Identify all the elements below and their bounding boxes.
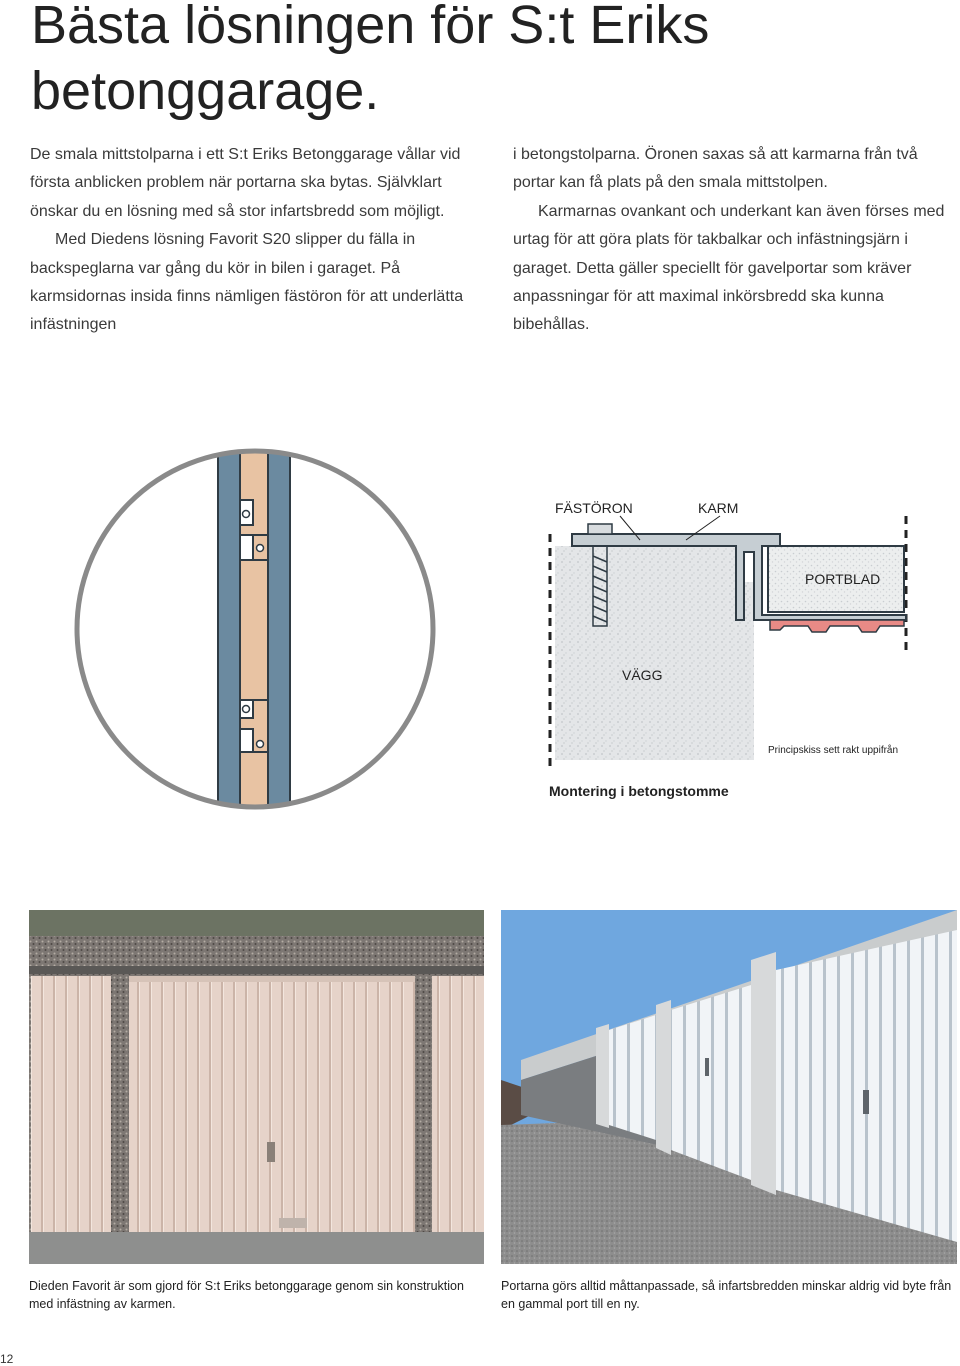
diagram-caption: Montering i betongstomme [549, 783, 729, 799]
cross-section [549, 499, 906, 799]
mounting-diagram [0, 430, 960, 830]
label-karm: KARM [698, 500, 739, 516]
seal-strip [770, 620, 904, 632]
label-fastoron: FÄSTÖRON [555, 500, 633, 516]
frame-right [268, 440, 290, 820]
wall-concrete [555, 546, 754, 760]
body-column-right [513, 141, 960, 340]
title-line-1: Bästa lösningen för S:t Eriks [31, 0, 710, 55]
diagram-note: Principskiss sett rakt uppifrån [768, 745, 899, 756]
frame-left [218, 440, 240, 820]
page-title [31, 0, 931, 124]
bolt-hole [257, 545, 264, 552]
body-column-left [30, 141, 478, 340]
body-paragraph: De smala mittstolparna i ett S:t Eriks Betonggarage vållar vid första anblicken problem när portarna ska bytas. Självklart önskar du en lösning med så stor infartsbredd som möjligt. [30, 146, 461, 220]
bolt-hole [243, 511, 250, 518]
body-paragraph: i betongstolparna. Öronen saxas så att karmarna från två portar kan få plats på den smala mittstolpen. [513, 146, 918, 192]
caption-left: Dieden Favorit är som gjord för S:t Eriks betonggarage genom sin konstruktion med infästning av karmen. [29, 1279, 464, 1311]
detail-circle [77, 440, 433, 820]
page-number: 12 [0, 1352, 14, 1366]
body-paragraph: Karmarnas ovankant och underkant kan även förses med urtag för att göra plats för takbalkar och infästningsjärn i garaget. Detta gäller speciellt för gavelportar som kräver anpassningar för att maximal inkörsbredd ska kunna bibehållas. [513, 202, 945, 334]
caption-right: Portarna görs alltid måttanpassade, så infartsbredden minskar aldrig vid byte från en gammal port till en ny. [501, 1279, 952, 1311]
label-portblad: PORTBLAD [805, 571, 881, 587]
photo-garage-pink [29, 910, 484, 1264]
label-vagg: VÄGG [622, 667, 663, 683]
door-core [240, 440, 268, 820]
bolt-hole [257, 741, 264, 748]
body-paragraph: Med Diedens lösning Favorit S20 slipper du fälla in backspeglarna var gång du kör in bilen i garaget. På karmsidornas insida finns nämligen fästöron för att underlätta infästningen [30, 231, 464, 334]
bolt-hole [243, 706, 250, 713]
photo-garage-white [501, 910, 957, 1264]
title-line-2: betonggarage. [31, 61, 380, 121]
